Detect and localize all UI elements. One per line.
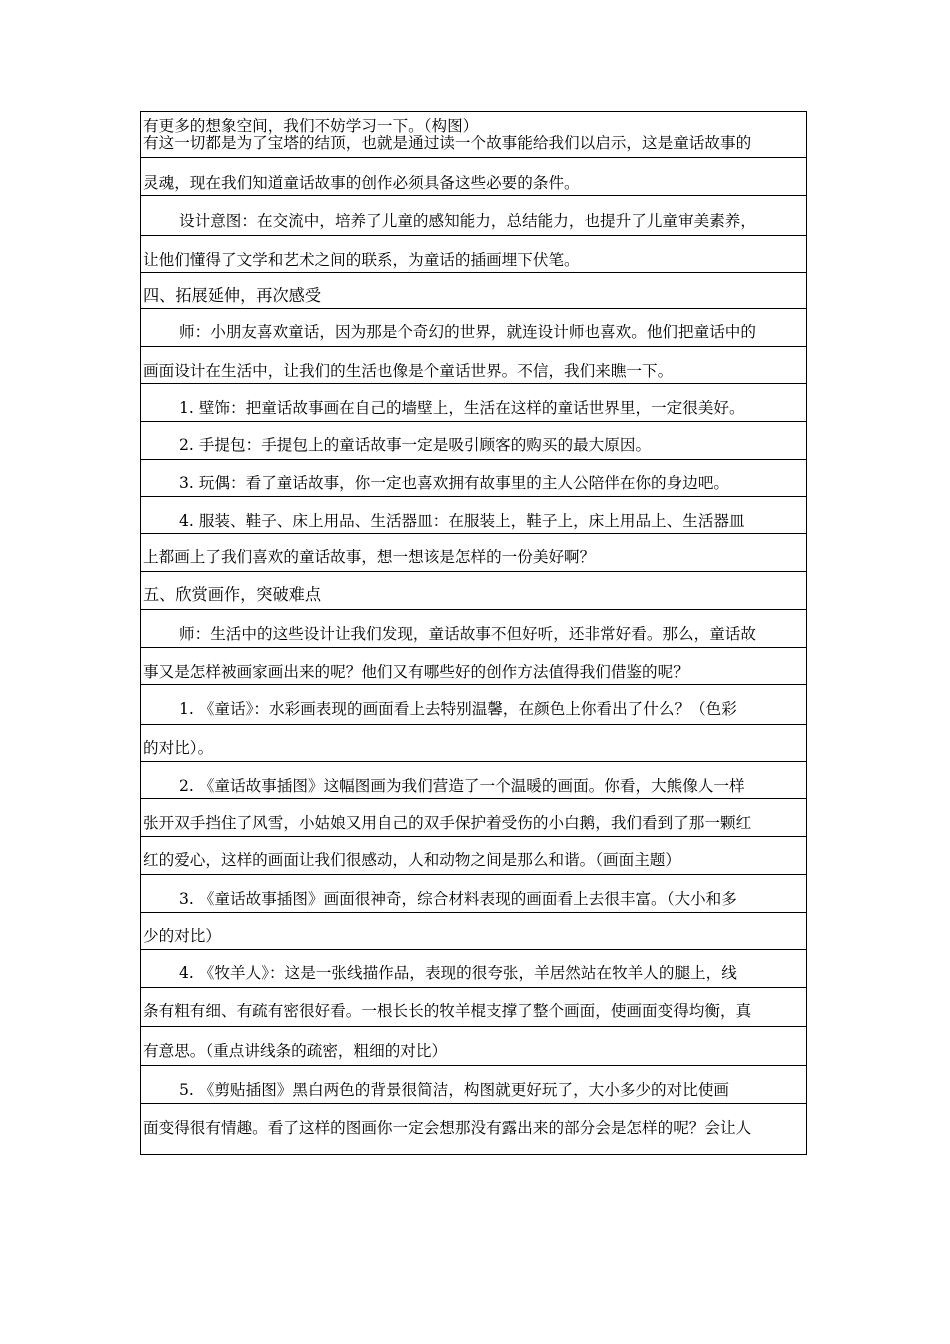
list-item-line: 少的对比）	[143, 927, 221, 945]
row-divider	[141, 684, 806, 685]
paragraph-line: 师：生活中的这些设计让我们发现，童话故事不但好听，还非常好看。那么，童话故	[179, 625, 756, 643]
row-divider	[141, 346, 806, 347]
row-divider	[141, 609, 806, 610]
row-divider	[141, 571, 806, 572]
row-divider	[141, 647, 806, 648]
list-item-line: 4. 服装、鞋子、床上用品、生活器皿：在服装上，鞋子上，床上用品上、生活器皿	[179, 512, 745, 530]
row-divider	[141, 949, 806, 950]
row-divider	[141, 912, 806, 913]
list-item-line: 面变得很有情趣。看了这样的图画你一定会想那没有露出来的部分会是怎样的呢？会让人	[143, 1119, 752, 1137]
list-item-line: 1. 《童话》：水彩画表现的画面看上去特别温馨，在颜色上你看出了什么？（色彩	[179, 700, 737, 718]
list-item-line: 4. 《牧羊人》：这是一张线描作品，表现的很夸张，羊居然站在牧羊人的腿上，线	[179, 964, 737, 982]
paragraph-line: 画面设计在生活中，让我们的生活也像是个童话世界。不信，我们来瞧一下。	[143, 362, 674, 380]
row-divider	[141, 761, 806, 762]
list-item-line: 的对比）。	[143, 739, 214, 757]
list-item-line: 3. 玩偶：看了童话故事，你一定也喜欢拥有故事里的主人公陪伴在你的身边吧。	[179, 474, 730, 492]
row-divider	[141, 533, 806, 534]
list-item-line: 1. 壁饰：把童话故事画在自己的墙壁上，生活在这样的童话世界里，一定很美好。	[179, 399, 745, 417]
row-divider	[141, 987, 806, 988]
row-divider	[141, 724, 806, 725]
list-item-line: 红的爱心，这样的画面让我们很感动，人和动物之间是那么和谐。（画面主题）	[143, 851, 681, 869]
row-divider	[141, 496, 806, 497]
list-item-line: 2. 《童话故事插图》这幅图画为我们营造了一个温暖的画面。你看，大熊像人一样	[179, 777, 745, 795]
section-heading: 四、拓展延伸，再次感受	[143, 286, 322, 305]
list-item-line: 上都画上了我们喜欢的童话故事，想一想该是怎样的一份美好啊？	[143, 548, 596, 566]
row-divider	[141, 1026, 806, 1027]
paragraph-line: 师：小朋友喜欢童话，因为那是个奇幻的世界，就连设计师也喜欢。他们把童话中的	[179, 323, 756, 341]
list-item-line: 有更多的想象空间，我们不妨学习一下。（构图）	[143, 117, 479, 135]
paragraph-line: 事又是怎样被画家画出来的呢？他们又有哪些好的创作方法值得我们借鉴的呢？	[143, 663, 689, 681]
lesson-plan-table-cell	[140, 111, 807, 1155]
paragraph-line: 有这一切都是为了宝塔的结顶，也就是通过读一个故事能给我们以启示，这是童话故事的	[143, 134, 752, 152]
list-item-line: 5. 《剪贴插图》黑白两色的背景很简洁，构图就更好玩了，大小多少的对比使画	[179, 1081, 730, 1099]
row-divider	[141, 874, 806, 875]
section-heading: 五、欣赏画作，突破难点	[143, 585, 322, 604]
row-divider	[141, 272, 806, 273]
row-divider	[141, 459, 806, 460]
list-item-line: 2. 手提包：手提包上的童话故事一定是吸引顾客的购买的最大原因。	[179, 436, 652, 454]
row-divider	[141, 421, 806, 422]
row-divider	[141, 798, 806, 799]
list-item-line: 有意思。（重点讲线条的疏密，粗细的对比）	[143, 1042, 448, 1060]
list-item-line: 3. 《童话故事插图》画面很神奇，综合材料表现的画面看上去很丰富。（大小和多	[179, 890, 737, 908]
row-divider	[141, 157, 806, 158]
paragraph-line: 设计意图：在交流中，培养了儿童的感知能力，总结能力，也提升了儿童审美素养，	[179, 212, 756, 230]
row-divider	[141, 235, 806, 236]
row-divider	[141, 383, 806, 384]
list-item-line: 条有粗有细、有疏有密很好看。一根长长的牧羊棍支撑了整个画面，使画面变得均衡，真	[143, 1002, 752, 1020]
list-item-line: 张开双手挡住了风雪，小姑娘又用自己的双手保护着受伤的小白鹅，我们看到了那一颗红	[143, 814, 752, 832]
row-divider	[141, 195, 806, 196]
paragraph-line: 让他们懂得了文学和艺术之间的联系，为童话的插画埋下伏笔。	[143, 251, 580, 269]
row-divider	[141, 308, 806, 309]
row-divider	[141, 836, 806, 837]
row-divider	[141, 1103, 806, 1104]
row-divider	[141, 1065, 806, 1066]
paragraph-line: 灵魂，现在我们知道童话故事的创作必须具备这些必要的条件。	[143, 174, 580, 192]
